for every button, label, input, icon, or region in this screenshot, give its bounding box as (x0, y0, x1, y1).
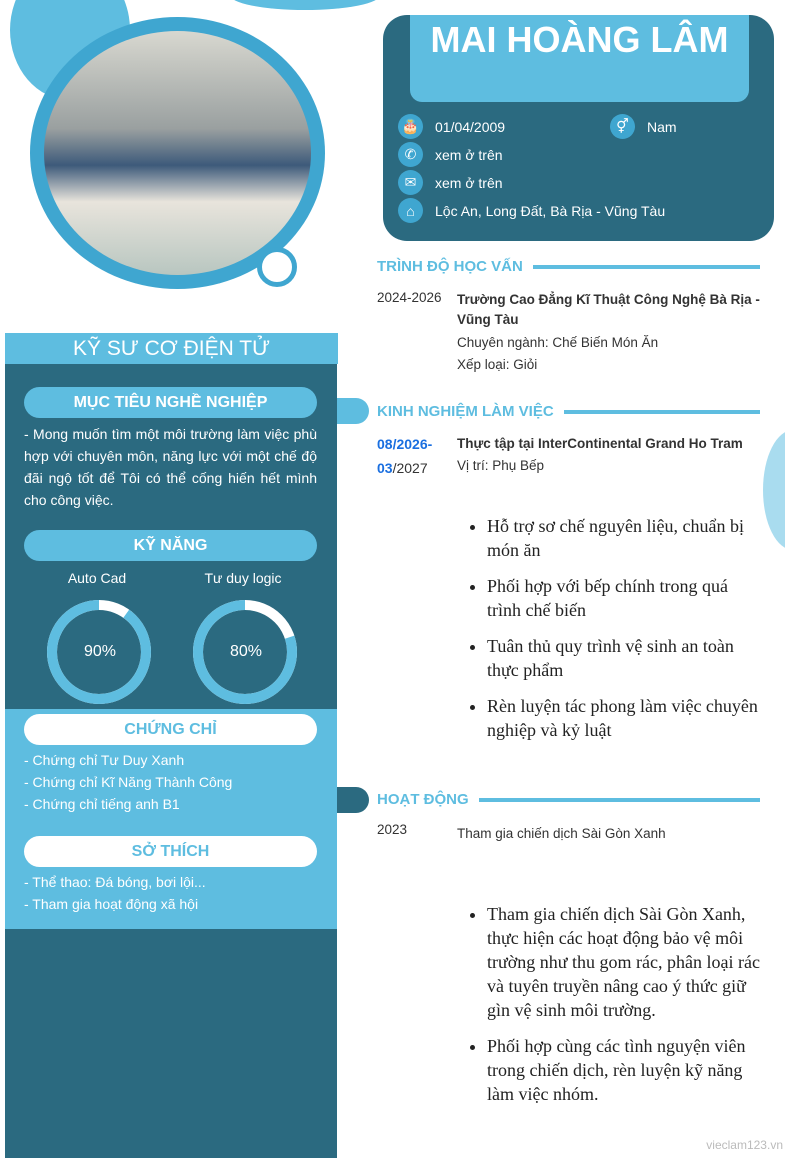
hobbies-list (24, 871, 317, 915)
experience-end-month: 03 (377, 460, 393, 476)
objective-text: - Mong muốn tìm một môi trường làm việc phù hợp với chuyên môn, năng lực với một chế độ đãi ngộ tốt để Tôi có thể cống hiến hết mình cho công việc. (24, 426, 317, 508)
hobby-item: - Tham gia hoạt động xã hội (24, 896, 199, 912)
watermark: vieclam123.vn (706, 1138, 783, 1152)
decor-tab (337, 398, 369, 424)
gender-value: Nam (647, 118, 677, 135)
gender-icon: ⚥ (610, 114, 635, 139)
experience-position: Vị trí: Phụ Bếp (457, 458, 545, 473)
activity-detail-item: • Phối hợp cùng các tình nguyện viên trong chiến dịch, rèn luyện kỹ năng làm việc nhóm. (487, 1034, 765, 1106)
mail-icon: ✉ (398, 170, 423, 195)
decor-blob (230, 0, 380, 10)
education-period: 2024-2026 (377, 290, 442, 305)
certificate-item: - Chứng chỉ Tư Duy Xanh (24, 752, 185, 768)
activity-detail-item: • Tham gia chiến dịch Sài Gòn Xanh, thực hiện các hoạt động bảo vệ môi trường như thu gom rác, phân loại rác và tuyên truyền nâng cao ý thức giữ gìn vệ sinh môi trường. (487, 902, 765, 1022)
skill-name: Tư duy logic (204, 570, 282, 586)
section-title: HOẠT ĐỘNG (377, 791, 469, 808)
hobby-item: - Thể thao: Đá bóng, bơi lội... (24, 874, 206, 890)
experience-company: Thực tập tại InterContinental Grand Ho Tram (457, 436, 743, 451)
activity-details (455, 902, 765, 1118)
certificates-list (24, 749, 317, 815)
decor-tab (337, 787, 369, 813)
experience-tasks (455, 514, 765, 754)
phone-value: xem ở trên (435, 146, 503, 163)
sidebar-dark-panel-bottom (5, 929, 337, 1158)
location-icon: ⌂ (398, 198, 423, 223)
task-item: • Phối hợp với bếp chính trong quá trình chế biến (487, 574, 765, 622)
profile-photo (30, 17, 325, 289)
section-title: KINH NGHIỆM LÀM VIỆC (377, 403, 554, 420)
activity-year: 2023 (377, 822, 408, 837)
phone (398, 142, 503, 167)
activity-name: Tham gia chiến dịch Sài Gòn Xanh (457, 826, 666, 841)
address (398, 198, 665, 223)
email-value: xem ở trên (435, 174, 503, 191)
activities-heading (377, 791, 760, 808)
skill-name: Auto Cad (67, 570, 127, 586)
education-school: Trường Cao Đẳng Kĩ Thuật Công Nghệ Bà Rịa - Vũng Tàu (457, 292, 760, 327)
section-title: TRÌNH ĐỘ HỌC VẤN (377, 258, 523, 275)
birthday (398, 114, 505, 139)
experience-heading (377, 403, 760, 420)
certificates-heading: CHỨNG CHỈ (24, 714, 317, 745)
address-value: Lộc An, Long Đất, Bà Rịa - Vũng Tàu (435, 202, 666, 219)
cake-icon: 🎂 (398, 114, 423, 139)
hobbies-heading: SỞ THÍCH (24, 836, 317, 867)
skill-percent: 80% (229, 643, 263, 660)
task-item: • Tuân thủ quy trình vệ sinh an toàn thực phẩm (487, 634, 765, 682)
objective-heading: MỤC TIÊU NGHỀ NGHIỆP (24, 387, 317, 418)
education-heading (377, 258, 760, 275)
certificate-item: - Chứng chỉ Kĩ Năng Thành Công (24, 774, 233, 790)
job-title: KỸ SƯ CƠ ĐIỆN TỬ (5, 333, 338, 364)
birthday-value: 01/04/2009 (435, 118, 506, 135)
candidate-name: MAI HOÀNG LÂM (410, 15, 749, 102)
experience-start: 08/2026- (377, 436, 433, 452)
skill-percent: 90% (83, 643, 117, 660)
email (398, 170, 503, 195)
experience-end (377, 460, 428, 476)
experience-end-year: /2027 (392, 460, 428, 476)
education-major: Chuyên ngành: Chế Biến Món Ăn (457, 335, 659, 350)
education-rank: Xếp loại: Giỏi (457, 357, 538, 372)
task-item: • Rèn luyện tác phong làm việc chuyên nghiệp và kỷ luật (487, 694, 765, 742)
certificate-item: - Chứng chỉ tiếng anh B1 (24, 796, 180, 812)
gender (610, 114, 677, 139)
skills-heading: KỸ NĂNG (24, 530, 317, 561)
phone-icon: ✆ (398, 142, 423, 167)
task-item: • Hỗ trợ sơ chế nguyên liệu, chuẩn bị món ăn (487, 514, 765, 562)
decor-blob (763, 430, 785, 550)
